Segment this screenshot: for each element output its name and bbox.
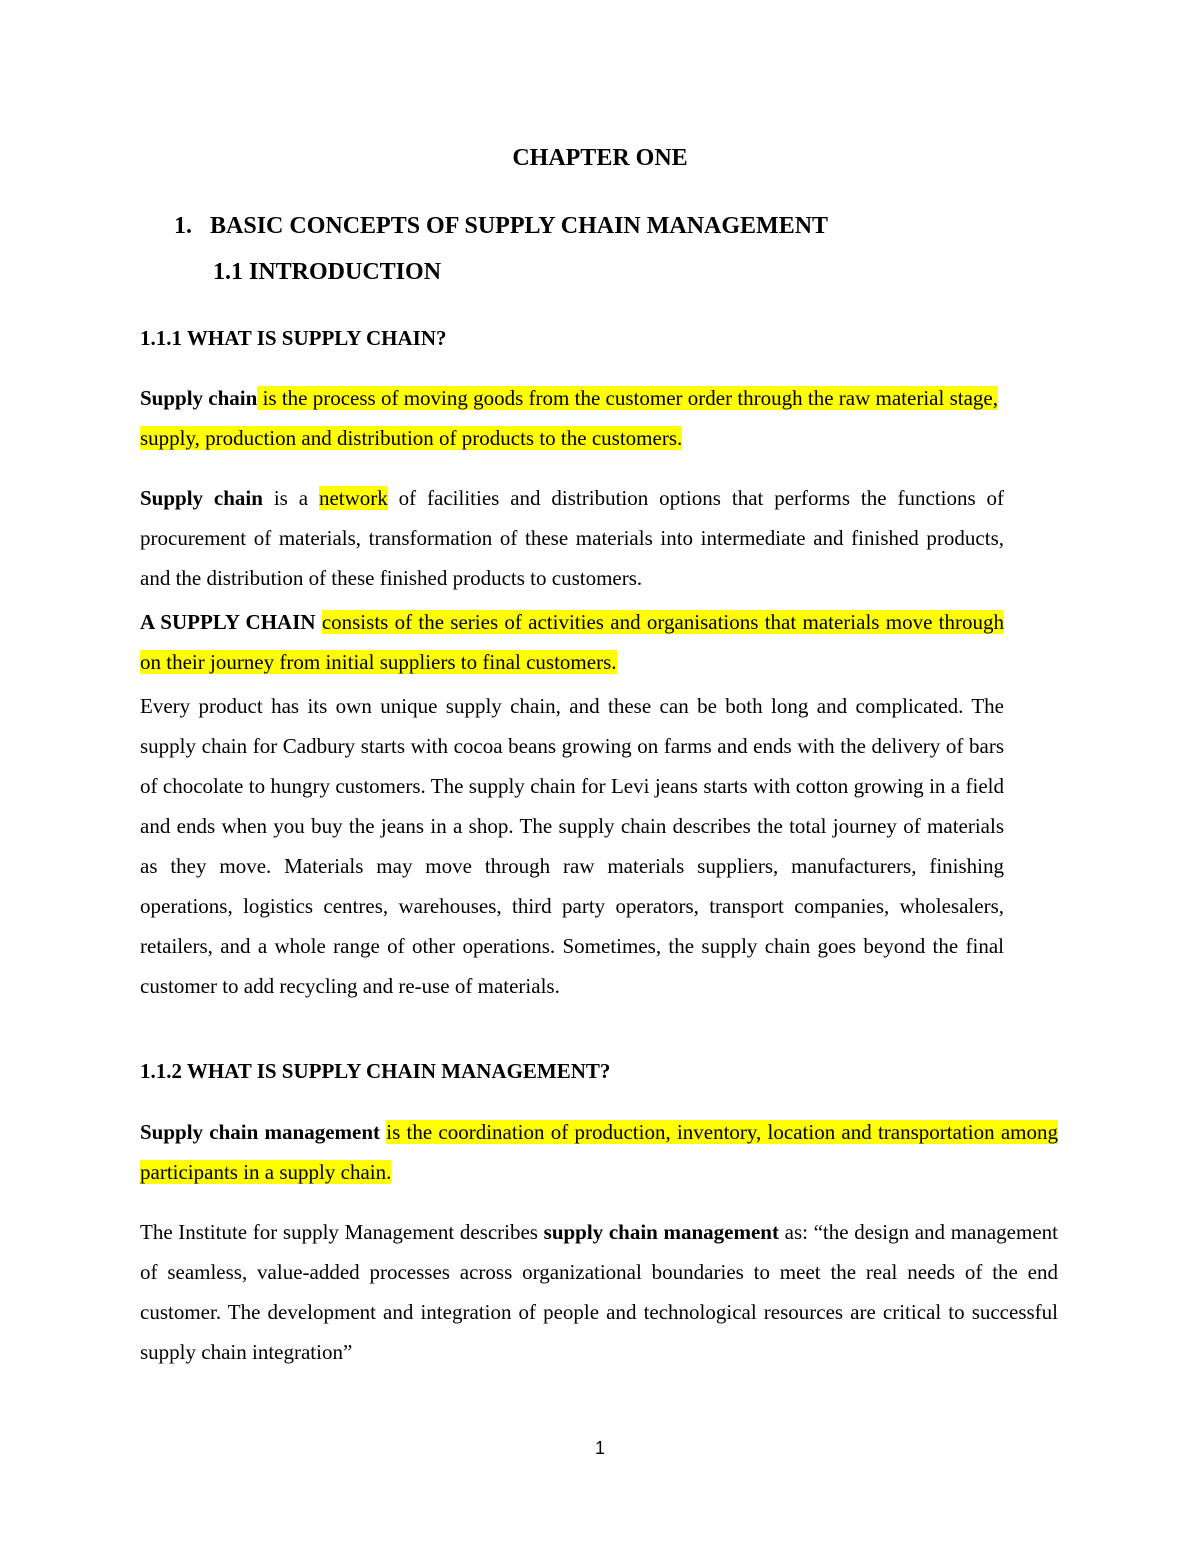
spacer — [316, 610, 322, 634]
definition-intro: The Institute for supply Management describes — [140, 1220, 544, 1244]
definition-term: supply chain management — [543, 1220, 779, 1244]
definition-term: A SUPPLY CHAIN — [140, 610, 316, 634]
definition-scm-2 — [140, 1212, 1058, 1372]
page-number: 1 — [594, 1438, 605, 1458]
definition-quote: as: “the design and management of seamless, value-added processes across organizational boundaries to meet the real needs of the end customer. The development and integration of people and technological resources are critical to successful supply chain integration” — [140, 1220, 1058, 1364]
section-heading-supply-chain: 1.1.1 WHAT IS SUPPLY CHAIN? — [140, 326, 447, 350]
supply-chain-body-paragraph: Every product has its own unique supply chain, and these can be both long and complicated. The supply chain for Cadbury starts with cocoa beans growing on farms and ends with the delivery of bars of chocolate to hungry customers. The supply chain for Levi jeans starts with cotton growing in a field and ends when you buy the jeans in a shop. The supply chain describes the total journey of materials as they move. Materials may move through raw materials suppliers, manufacturers, finishing operations, logistics centres, warehouses, third party operators, transport companies, wholesalers, retailers, and a whole range of other operations. Sometimes, the supply chain goes beyond the final customer to add recycling and re-use of materials. — [140, 694, 1004, 998]
main-heading-text: BASIC CONCEPTS OF SUPPLY CHAIN MANAGEMENT — [210, 213, 829, 239]
definition-supply-chain-1 — [140, 378, 1058, 458]
definition-term: Supply chain management — [140, 1120, 381, 1144]
highlighted-definition-text: consists of the series of activities and organisations that materials move through on their journey from initial suppliers to final customers. — [140, 610, 1004, 674]
main-heading — [174, 211, 828, 241]
definition-term: Supply chain — [140, 386, 258, 410]
highlighted-word-network: network — [318, 486, 388, 510]
definition-supply-chain-2 — [140, 478, 1004, 598]
chapter-title: CHAPTER ONE — [512, 145, 688, 171]
definition-term: Supply chain — [140, 486, 263, 510]
definition-connector: is a — [262, 486, 319, 510]
highlighted-definition-text: is the process of moving goods from the customer order through the raw material stage, supply, production and distribution of products to the customers. — [140, 386, 998, 450]
main-heading-number: 1. — [174, 213, 192, 239]
definition-scm-1 — [140, 1112, 1058, 1192]
intro-heading: 1.1 INTRODUCTION — [213, 259, 442, 285]
definition-text: of facilities and distribution options that performs the functions of procurement of materials, transformation of these materials into intermediate and finished products, and the distribution of these finished products to customers. — [140, 486, 1004, 590]
highlighted-definition-text: is the coordination of production, inventory, location and transportation among participants in a supply chain. — [140, 1120, 1059, 1184]
definition-supply-chain-3 — [140, 602, 1004, 682]
section-heading-supply-chain-management: 1.1.2 WHAT IS SUPPLY CHAIN MANAGEMENT? — [140, 1059, 611, 1083]
